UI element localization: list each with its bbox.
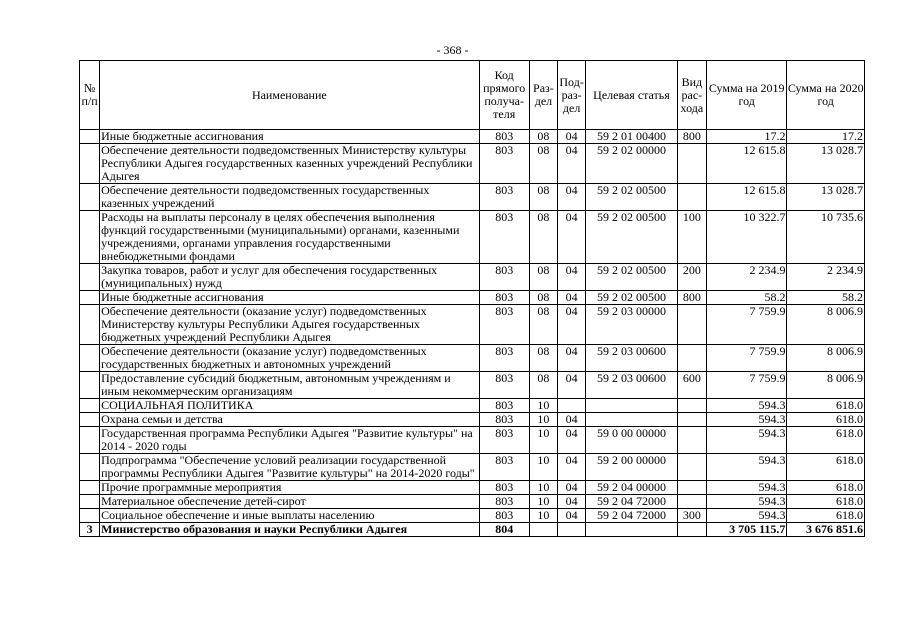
cell-sum2020: 3 676 851.6 (787, 523, 865, 537)
cell-podrazdel: 04 (558, 264, 586, 291)
cell-sum2020: 8 006.9 (787, 345, 865, 372)
cell-num (80, 345, 100, 372)
cell-celevaya (586, 523, 678, 537)
cell-sum2020: 618.0 (787, 413, 865, 427)
cell-code: 803 (479, 264, 529, 291)
header-code: Код прямого получа-теля (479, 61, 529, 130)
cell-num (80, 413, 100, 427)
cell-podrazdel: 04 (558, 184, 586, 211)
table-header-row (80, 61, 865, 130)
table-row (80, 305, 865, 345)
cell-sum2020: 618.0 (787, 427, 865, 454)
table-row (80, 523, 865, 537)
cell-num (80, 144, 100, 184)
cell-name: Предоставление субсидий бюджетным, автономным учреждениям и иным некоммерческим организациям (100, 372, 479, 399)
cell-razdel: 08 (529, 264, 557, 291)
cell-num (80, 399, 100, 413)
cell-name: Подпрограмма "Обеспечение условий реализации государственной программы Республики Адыгея "Развитие культуры" на 2014-2020 годы" (100, 454, 479, 481)
cell-sum2020: 17.2 (787, 130, 865, 144)
header-vid: Вид рас-хода (677, 61, 706, 130)
cell-sum2019: 594.3 (706, 399, 787, 413)
cell-num: 3 (80, 523, 100, 537)
cell-sum2019: 594.3 (706, 509, 787, 523)
table-row (80, 413, 865, 427)
cell-celevaya: 59 2 02 00000 (586, 144, 678, 184)
cell-sum2019: 10 322.7 (706, 211, 787, 264)
cell-num (80, 372, 100, 399)
cell-name: Обеспечение деятельности подведомственных государственных казенных учреждений (100, 184, 479, 211)
cell-sum2019: 58.2 (706, 291, 787, 305)
table-row (80, 345, 865, 372)
table-row (80, 144, 865, 184)
cell-razdel: 08 (529, 184, 557, 211)
cell-celevaya: 59 2 00 00000 (586, 454, 678, 481)
cell-sum2019: 594.3 (706, 427, 787, 454)
cell-celevaya: 59 2 04 00000 (586, 481, 678, 495)
cell-razdel: 10 (529, 509, 557, 523)
cell-name: Охрана семьи и детства (100, 413, 479, 427)
cell-sum2019: 17.2 (706, 130, 787, 144)
cell-name: Министерство образования и науки Республики Адыгея (100, 523, 479, 537)
cell-razdel: 08 (529, 130, 557, 144)
cell-sum2019: 2 234.9 (706, 264, 787, 291)
header-razdel: Раз-дел (529, 61, 557, 130)
cell-sum2020: 618.0 (787, 495, 865, 509)
cell-sum2020: 618.0 (787, 454, 865, 481)
cell-name: Обеспечение деятельности подведомственных Министерству культуры Республики Адыгея государственных казенных учреждений Республики Адыгея (100, 144, 479, 184)
cell-code: 803 (479, 291, 529, 305)
cell-razdel: 08 (529, 211, 557, 264)
cell-num (80, 184, 100, 211)
cell-podrazdel: 04 (558, 305, 586, 345)
cell-num (80, 495, 100, 509)
cell-celevaya: 59 2 02 00500 (586, 211, 678, 264)
cell-celevaya: 59 2 02 00500 (586, 184, 678, 211)
cell-name: Прочие программные мероприятия (100, 481, 479, 495)
cell-vid: 300 (677, 509, 706, 523)
cell-name: Закупка товаров, работ и услуг для обеспечения государственных (муниципальных) нужд (100, 264, 479, 291)
cell-vid (677, 345, 706, 372)
cell-code: 803 (479, 509, 529, 523)
header-name: Наименование (100, 61, 479, 130)
cell-vid: 800 (677, 130, 706, 144)
cell-podrazdel: 04 (558, 291, 586, 305)
cell-vid: 600 (677, 372, 706, 399)
cell-num (80, 130, 100, 144)
cell-celevaya (586, 413, 678, 427)
cell-podrazdel: 04 (558, 211, 586, 264)
cell-razdel (529, 523, 557, 537)
cell-sum2020: 13 028.7 (787, 184, 865, 211)
header-celevaya: Целевая статья (586, 61, 678, 130)
cell-vid (677, 413, 706, 427)
cell-sum2020: 618.0 (787, 481, 865, 495)
cell-num (80, 481, 100, 495)
cell-name: Государственная программа Республики Адыгея "Развитие культуры" на 2014 - 2020 годы (100, 427, 479, 454)
table-body (80, 130, 865, 537)
cell-name: Материальное обеспечение детей-сирот (100, 495, 479, 509)
cell-sum2020: 8 006.9 (787, 305, 865, 345)
cell-razdel: 10 (529, 427, 557, 454)
cell-sum2019: 7 759.9 (706, 372, 787, 399)
cell-num (80, 305, 100, 345)
cell-podrazdel: 04 (558, 372, 586, 399)
cell-razdel: 08 (529, 144, 557, 184)
table-row (80, 454, 865, 481)
cell-vid (677, 523, 706, 537)
cell-razdel: 08 (529, 305, 557, 345)
cell-name: Расходы на выплаты персоналу в целях обеспечения выполнения функций государственными (муниципальными) органами, казенными учреждениями, органами управления государственными внебюджетными фондами (100, 211, 479, 264)
cell-name: Обеспечение деятельности (оказание услуг) подведомственных Министерству культуры Республики Адыгея государственных бюджетных учреждений Республики Адыгея (100, 305, 479, 345)
cell-podrazdel: 04 (558, 495, 586, 509)
cell-vid (677, 454, 706, 481)
cell-sum2019: 594.3 (706, 454, 787, 481)
cell-name: Иные бюджетные ассигнования (100, 291, 479, 305)
cell-sum2019: 12 615.8 (706, 144, 787, 184)
cell-code: 803 (479, 372, 529, 399)
table-row (80, 372, 865, 399)
cell-sum2019: 12 615.8 (706, 184, 787, 211)
cell-vid (677, 481, 706, 495)
header-podrazdel: Под-раз-дел (558, 61, 586, 130)
header-num: № п/п (80, 61, 100, 130)
page-number: - 368 - (436, 43, 469, 57)
header-sum2020: Сумма на 2020 год (787, 61, 865, 130)
cell-celevaya: 59 2 03 00600 (586, 372, 678, 399)
cell-code: 803 (479, 481, 529, 495)
cell-vid: 200 (677, 264, 706, 291)
cell-sum2019: 594.3 (706, 495, 787, 509)
cell-num (80, 264, 100, 291)
cell-vid: 800 (677, 291, 706, 305)
cell-sum2019: 7 759.9 (706, 345, 787, 372)
cell-sum2019: 594.3 (706, 413, 787, 427)
cell-podrazdel: 04 (558, 130, 586, 144)
table-row (80, 509, 865, 523)
table-row (80, 211, 865, 264)
cell-vid (677, 184, 706, 211)
cell-celevaya: 59 2 02 00500 (586, 291, 678, 305)
cell-code: 803 (479, 427, 529, 454)
table-row (80, 184, 865, 211)
cell-celevaya: 59 2 04 72000 (586, 495, 678, 509)
cell-vid (677, 305, 706, 345)
cell-num (80, 211, 100, 264)
cell-razdel: 08 (529, 372, 557, 399)
cell-code: 803 (479, 413, 529, 427)
cell-num (80, 454, 100, 481)
cell-num (80, 427, 100, 454)
cell-sum2020: 618.0 (787, 399, 865, 413)
cell-sum2020: 8 006.9 (787, 372, 865, 399)
cell-celevaya: 59 2 04 72000 (586, 509, 678, 523)
cell-code: 803 (479, 345, 529, 372)
cell-razdel: 08 (529, 291, 557, 305)
cell-celevaya: 59 2 03 00000 (586, 305, 678, 345)
header-sum2019: Сумма на 2019 год (706, 61, 787, 130)
cell-sum2020: 10 735.6 (787, 211, 865, 264)
cell-celevaya: 59 2 02 00500 (586, 264, 678, 291)
cell-razdel: 10 (529, 413, 557, 427)
cell-podrazdel: 04 (558, 144, 586, 184)
cell-code: 803 (479, 211, 529, 264)
table-row (80, 291, 865, 305)
cell-sum2020: 58.2 (787, 291, 865, 305)
table-row (80, 399, 865, 413)
cell-code: 803 (479, 184, 529, 211)
cell-sum2019: 7 759.9 (706, 305, 787, 345)
cell-razdel: 10 (529, 454, 557, 481)
cell-vid (677, 495, 706, 509)
cell-code: 803 (479, 144, 529, 184)
table-row (80, 495, 865, 509)
cell-vid (677, 427, 706, 454)
cell-name: Социальное обеспечение и иные выплаты населению (100, 509, 479, 523)
cell-code: 803 (479, 454, 529, 481)
table-row (80, 427, 865, 454)
cell-celevaya: 59 2 01 00400 (586, 130, 678, 144)
cell-celevaya (586, 399, 678, 413)
cell-podrazdel (558, 523, 586, 537)
cell-podrazdel: 04 (558, 427, 586, 454)
cell-code: 804 (479, 523, 529, 537)
cell-sum2020: 2 234.9 (787, 264, 865, 291)
cell-vid: 100 (677, 211, 706, 264)
cell-celevaya: 59 0 00 00000 (586, 427, 678, 454)
cell-vid (677, 144, 706, 184)
cell-razdel: 10 (529, 399, 557, 413)
cell-name: СОЦИАЛЬНАЯ ПОЛИТИКА (100, 399, 479, 413)
cell-code: 803 (479, 399, 529, 413)
budget-table (79, 60, 865, 537)
cell-podrazdel: 04 (558, 345, 586, 372)
cell-name: Иные бюджетные ассигнования (100, 130, 479, 144)
cell-razdel: 10 (529, 481, 557, 495)
cell-vid (677, 399, 706, 413)
cell-sum2020: 618.0 (787, 509, 865, 523)
table-row (80, 481, 865, 495)
cell-razdel: 08 (529, 345, 557, 372)
cell-podrazdel: 04 (558, 509, 586, 523)
cell-num (80, 509, 100, 523)
cell-podrazdel (558, 399, 586, 413)
cell-sum2019: 3 705 115.7 (706, 523, 787, 537)
cell-code: 803 (479, 305, 529, 345)
cell-podrazdel: 04 (558, 481, 586, 495)
cell-code: 803 (479, 130, 529, 144)
cell-sum2020: 13 028.7 (787, 144, 865, 184)
cell-sum2019: 594.3 (706, 481, 787, 495)
cell-name: Обеспечение деятельности (оказание услуг) подведомственных государственных бюджетных и автономных учреждений (100, 345, 479, 372)
table-row (80, 130, 865, 144)
cell-num (80, 291, 100, 305)
table-row (80, 264, 865, 291)
cell-celevaya: 59 2 03 00600 (586, 345, 678, 372)
cell-podrazdel: 04 (558, 413, 586, 427)
cell-razdel: 10 (529, 495, 557, 509)
cell-code: 803 (479, 495, 529, 509)
cell-podrazdel: 04 (558, 454, 586, 481)
